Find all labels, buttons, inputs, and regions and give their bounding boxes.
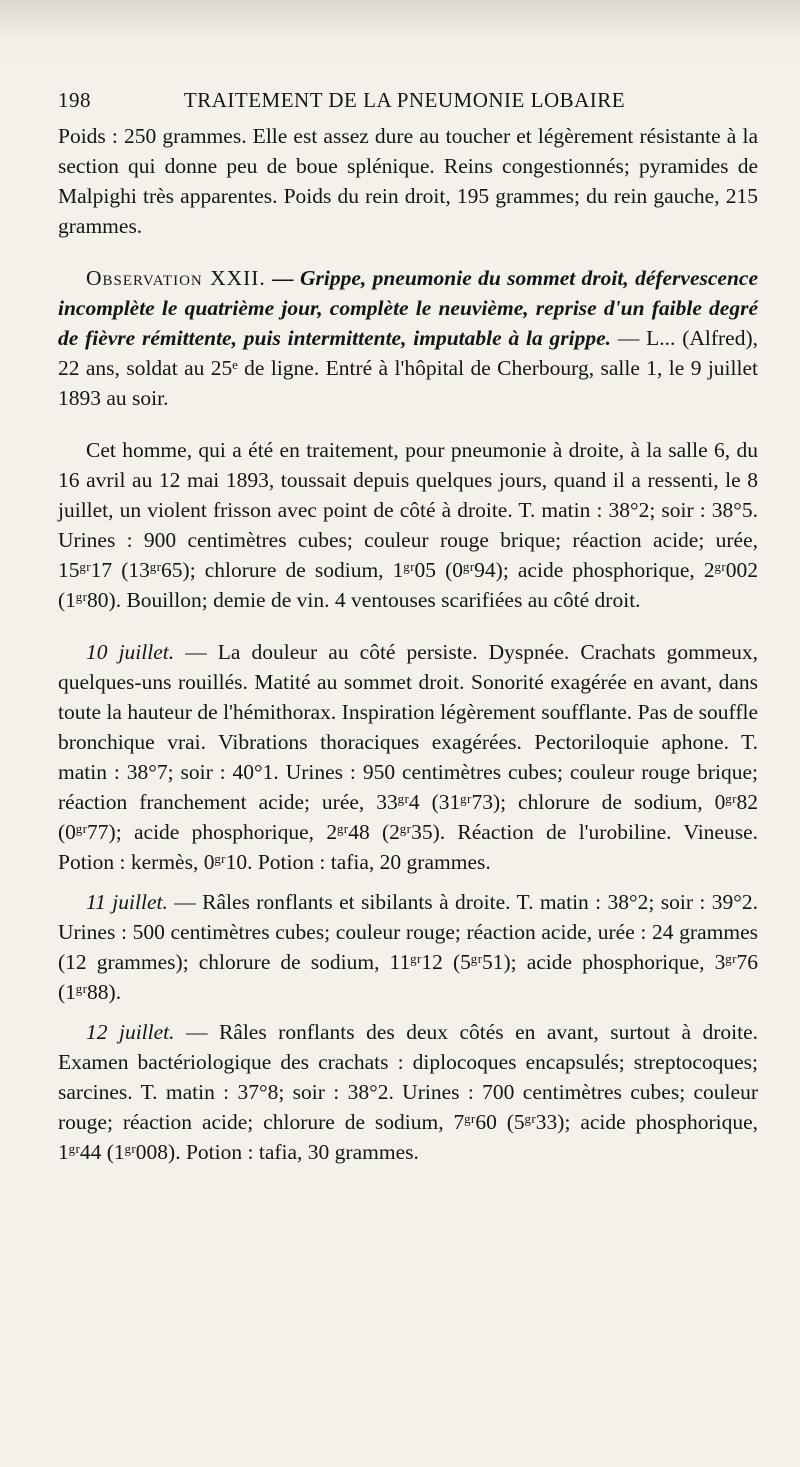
observation-title: — Grippe, pneumonie du sommet droit, défervescence incomplète le quatrième jour, complète le neuvième, reprise d'un faible degré de fièvre rémittente, puis intermittente, imputable à la grippe. <box>58 266 759 350</box>
entry-text: — Râles ronflants des deux côtés en avant, surtout à droite. Examen bactériologique des crachats : diplocoques encapsulés; streptocoques; sarcines. T. matin : 37°8; soir : 38°2. Urines : 700 centimètres cubes; couleur rouge; réaction acide; chlorure de sodium, 7ᵍʳ60 (5ᵍʳ33); acide phosphorique, 1ᵍʳ44 (1ᵍʳ008). Potion : tafia, 30 grammes. <box>58 1020 758 1164</box>
observation-patient: — L... (Alfred), 22 ans, soldat au 25ᵉ de ligne. Entré à l'hôpital de Cherbourg, salle 1, le 9 juillet 1893 au soir. <box>58 326 759 410</box>
entry-text: — Râles ronflants et sibilants à droite. T. matin : 38°2; soir : 39°2. Urines : 500 centimètres cubes; couleur rouge; réaction acide, urée : 24 grammes (12 grammes); chlorure de sodium, 11ᵍʳ12 (5ᵍʳ51); acide phosphorique, 3ᵍʳ76 (1ᵍʳ88). <box>58 890 758 1004</box>
paragraph-history: Cet homme, qui a été en traitement, pour pneumonie à droite, à la salle 6, du 16 avril au 12 mai 1893, toussait depuis quelques jours, quand il a ressenti, le 8 juillet, un violent frisson avec point de côté à droite. T. matin : 38°2; soir : 38°5. Urines : 900 centimètres cubes; couleur rouge brique; réaction acide; urée, 15ᵍʳ17 (13ᵍʳ65); chlorure de sodium, 1ᵍʳ05 (0ᵍʳ94); acide phosphorique, 2ᵍʳ002 (1ᵍʳ80). Bouillon; demie de vin. 4 ventouses scarifiées au côté droit. <box>58 438 758 612</box>
entry-text: — La douleur au côté persiste. Dyspnée. Crachats gommeux, quelques-uns rouillés. Matité au sommet droit. Sonorité exagérée en avant, dans toute la hauteur de l'hémithorax. Inspiration légèrement soufflante. Pas de souffle bronchique vrai. Vibrations thoraciques exagérées. Pectoriloquie aphone. T. matin : 38°7; soir : 40°1. Urines : 950 centimètres cubes; couleur rouge brique; réaction franchement acide; urée, 33ᵍʳ4 (31ᵍʳ73); chlorure de sodium, 0ᵍʳ82 (0ᵍʳ77); acide phosphorique, 2ᵍʳ48 (2ᵍʳ35). Réaction de l'urobiline. Vineuse. Potion : kermès, 0ᵍʳ10. Potion : tafia, 20 grammes. <box>58 640 758 874</box>
paragraph-autopsy-continuation: Poids : 250 grammes. Elle est assez dure au toucher et légèrement résistante à la section qui donne peu de boue splénique. Reins congestionnés; pyramides de Malpighi très apparentes. Poids du rein droit, 195 grammes; du rein gauche, 215 grammes. <box>58 124 758 238</box>
entry-date: 12 juillet. <box>86 1020 175 1044</box>
page-number: 198 <box>58 88 91 112</box>
entry-date: 11 juillet. <box>86 890 168 914</box>
observation-label: Observation XXII. <box>86 266 266 290</box>
observation-heading <box>58 263 758 413</box>
running-head <box>58 88 758 113</box>
entry-date: 10 juillet. <box>86 640 175 664</box>
entry-10-juillet <box>58 637 758 877</box>
running-title: TRAITEMENT DE LA PNEUMONIE LOBAIRE <box>183 88 626 112</box>
entry-12-juillet <box>58 1017 758 1167</box>
entry-11-juillet <box>58 887 758 1007</box>
